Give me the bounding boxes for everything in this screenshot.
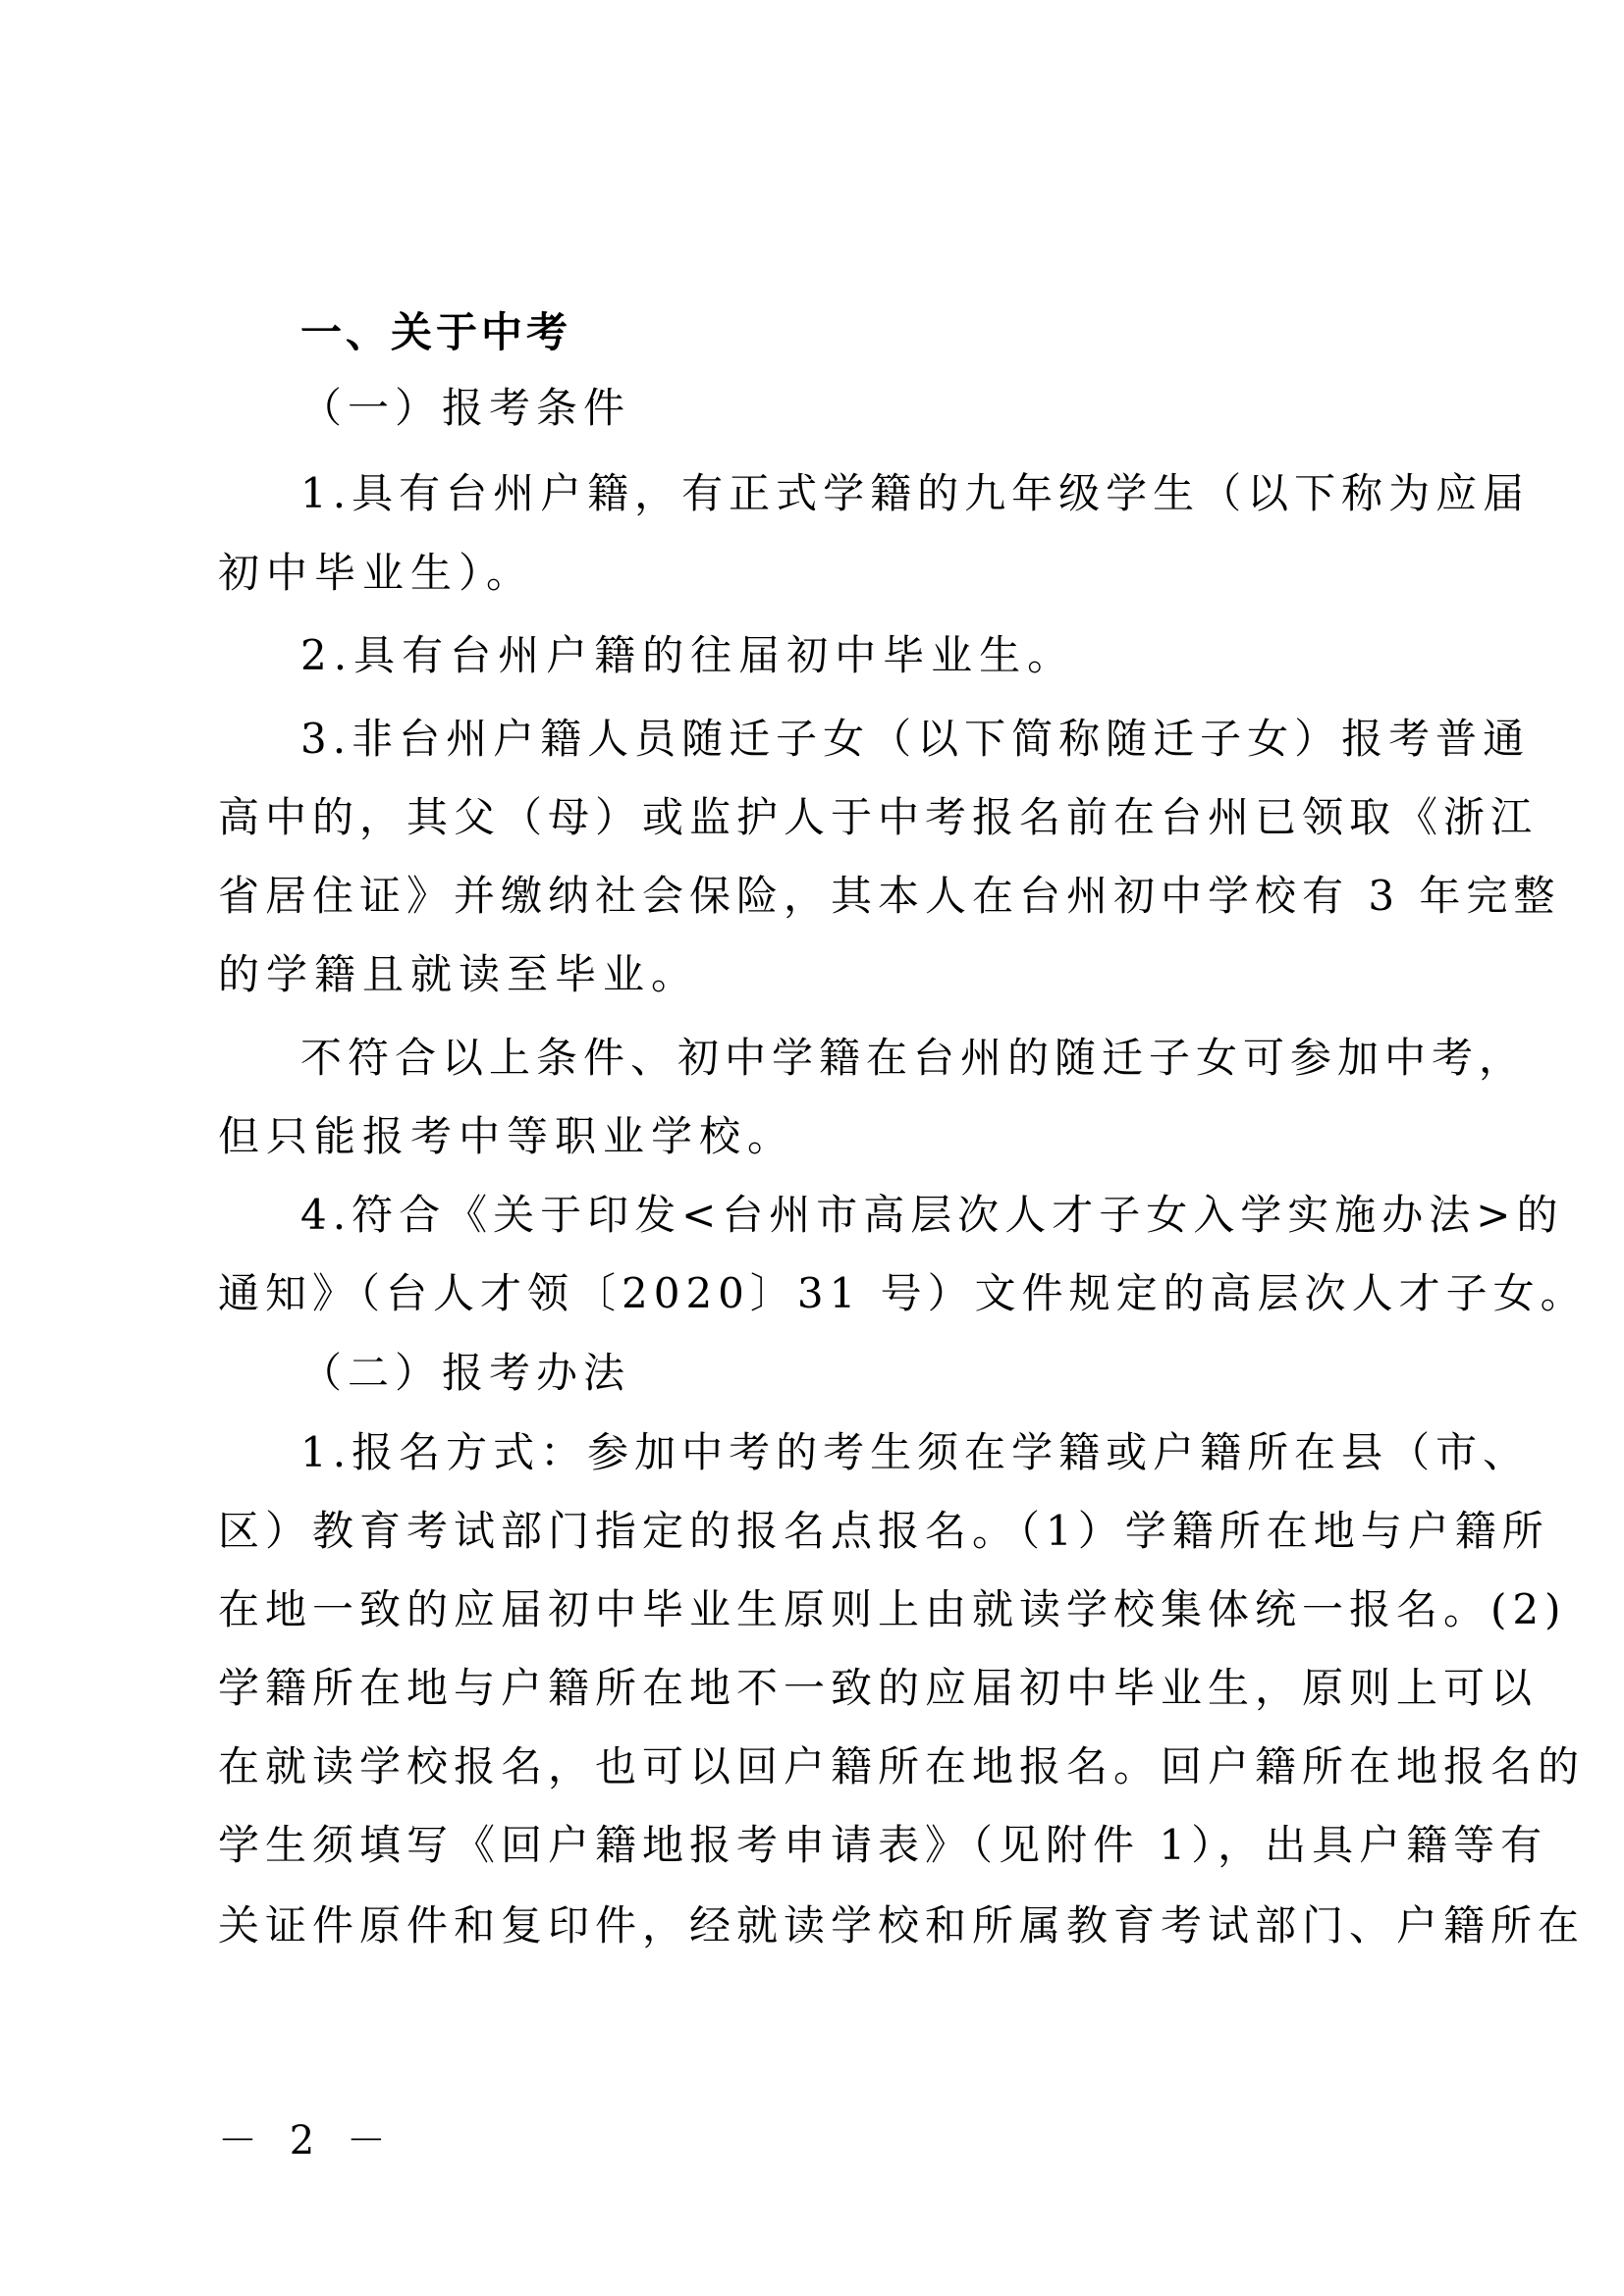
subsection-heading-2: （二）报考办法	[300, 1349, 631, 1397]
section-heading: 一、关于中考	[300, 308, 572, 356]
paragraph-line: 2.具有台州户籍的往届初中毕业生。	[300, 631, 1076, 679]
paragraph-line: 不符合以上条件、初中学籍在台州的随迁子女可参加中考，	[300, 1034, 1527, 1082]
paragraph-line: 4.符合《关于印发<台州市高层次人才子女入学实施办法>的	[300, 1191, 1564, 1239]
paragraph-line: 学生须填写《回户籍地报考申请表》（见附件 1），出具户籍等有	[218, 1821, 1548, 1869]
page-number: － 2 －	[218, 2118, 396, 2163]
paragraph-line: 学籍所在地与户籍所在地不一致的应届初中毕业生，原则上可以	[218, 1664, 1539, 1712]
paragraph-line: 3.非台州户籍人员随迁子女（以下简称随迁子女）报考普通	[300, 715, 1531, 763]
paragraph-line: 在地一致的应届初中毕业生原则上由就读学校集体统一报名。(2)	[218, 1585, 1567, 1633]
paragraph-line: 初中毕业生）。	[218, 549, 535, 597]
paragraph-line: 区）教育考试部门指定的报名点报名。（1）学籍所在地与户籍所	[218, 1507, 1549, 1555]
paragraph-line: 的学籍且就读至毕业。	[218, 950, 700, 998]
paragraph-line: 但只能报考中等职业学校。	[218, 1112, 796, 1160]
paragraph-line: 关证件原件和复印件，经就读学校和所属教育考试部门、户籍所在	[218, 1901, 1586, 1949]
paragraph-line: 省居住证》并缴纳社会保险，其本人在台州初中学校有 3 年完整	[218, 872, 1561, 920]
subsection-heading-1: （一）报考条件	[300, 384, 631, 432]
paragraph-line: 在就读学校报名，也可以回户籍所在地报名。回户籍所在地报名的	[218, 1742, 1586, 1790]
paragraph-line: 1.报名方式：参加中考的考生须在学籍或户籍所在县（市、	[300, 1428, 1531, 1476]
paragraph-line: 通知》（台人才领〔2020〕31 号）文件规定的高层次人才子女。	[218, 1269, 1588, 1317]
paragraph-line: 高中的，其父（母）或监护人于中考报名前在台州已领取《浙江	[218, 793, 1539, 841]
paragraph-line: 1.具有台州户籍，有正式学籍的九年级学生（以下称为应届	[300, 469, 1531, 517]
